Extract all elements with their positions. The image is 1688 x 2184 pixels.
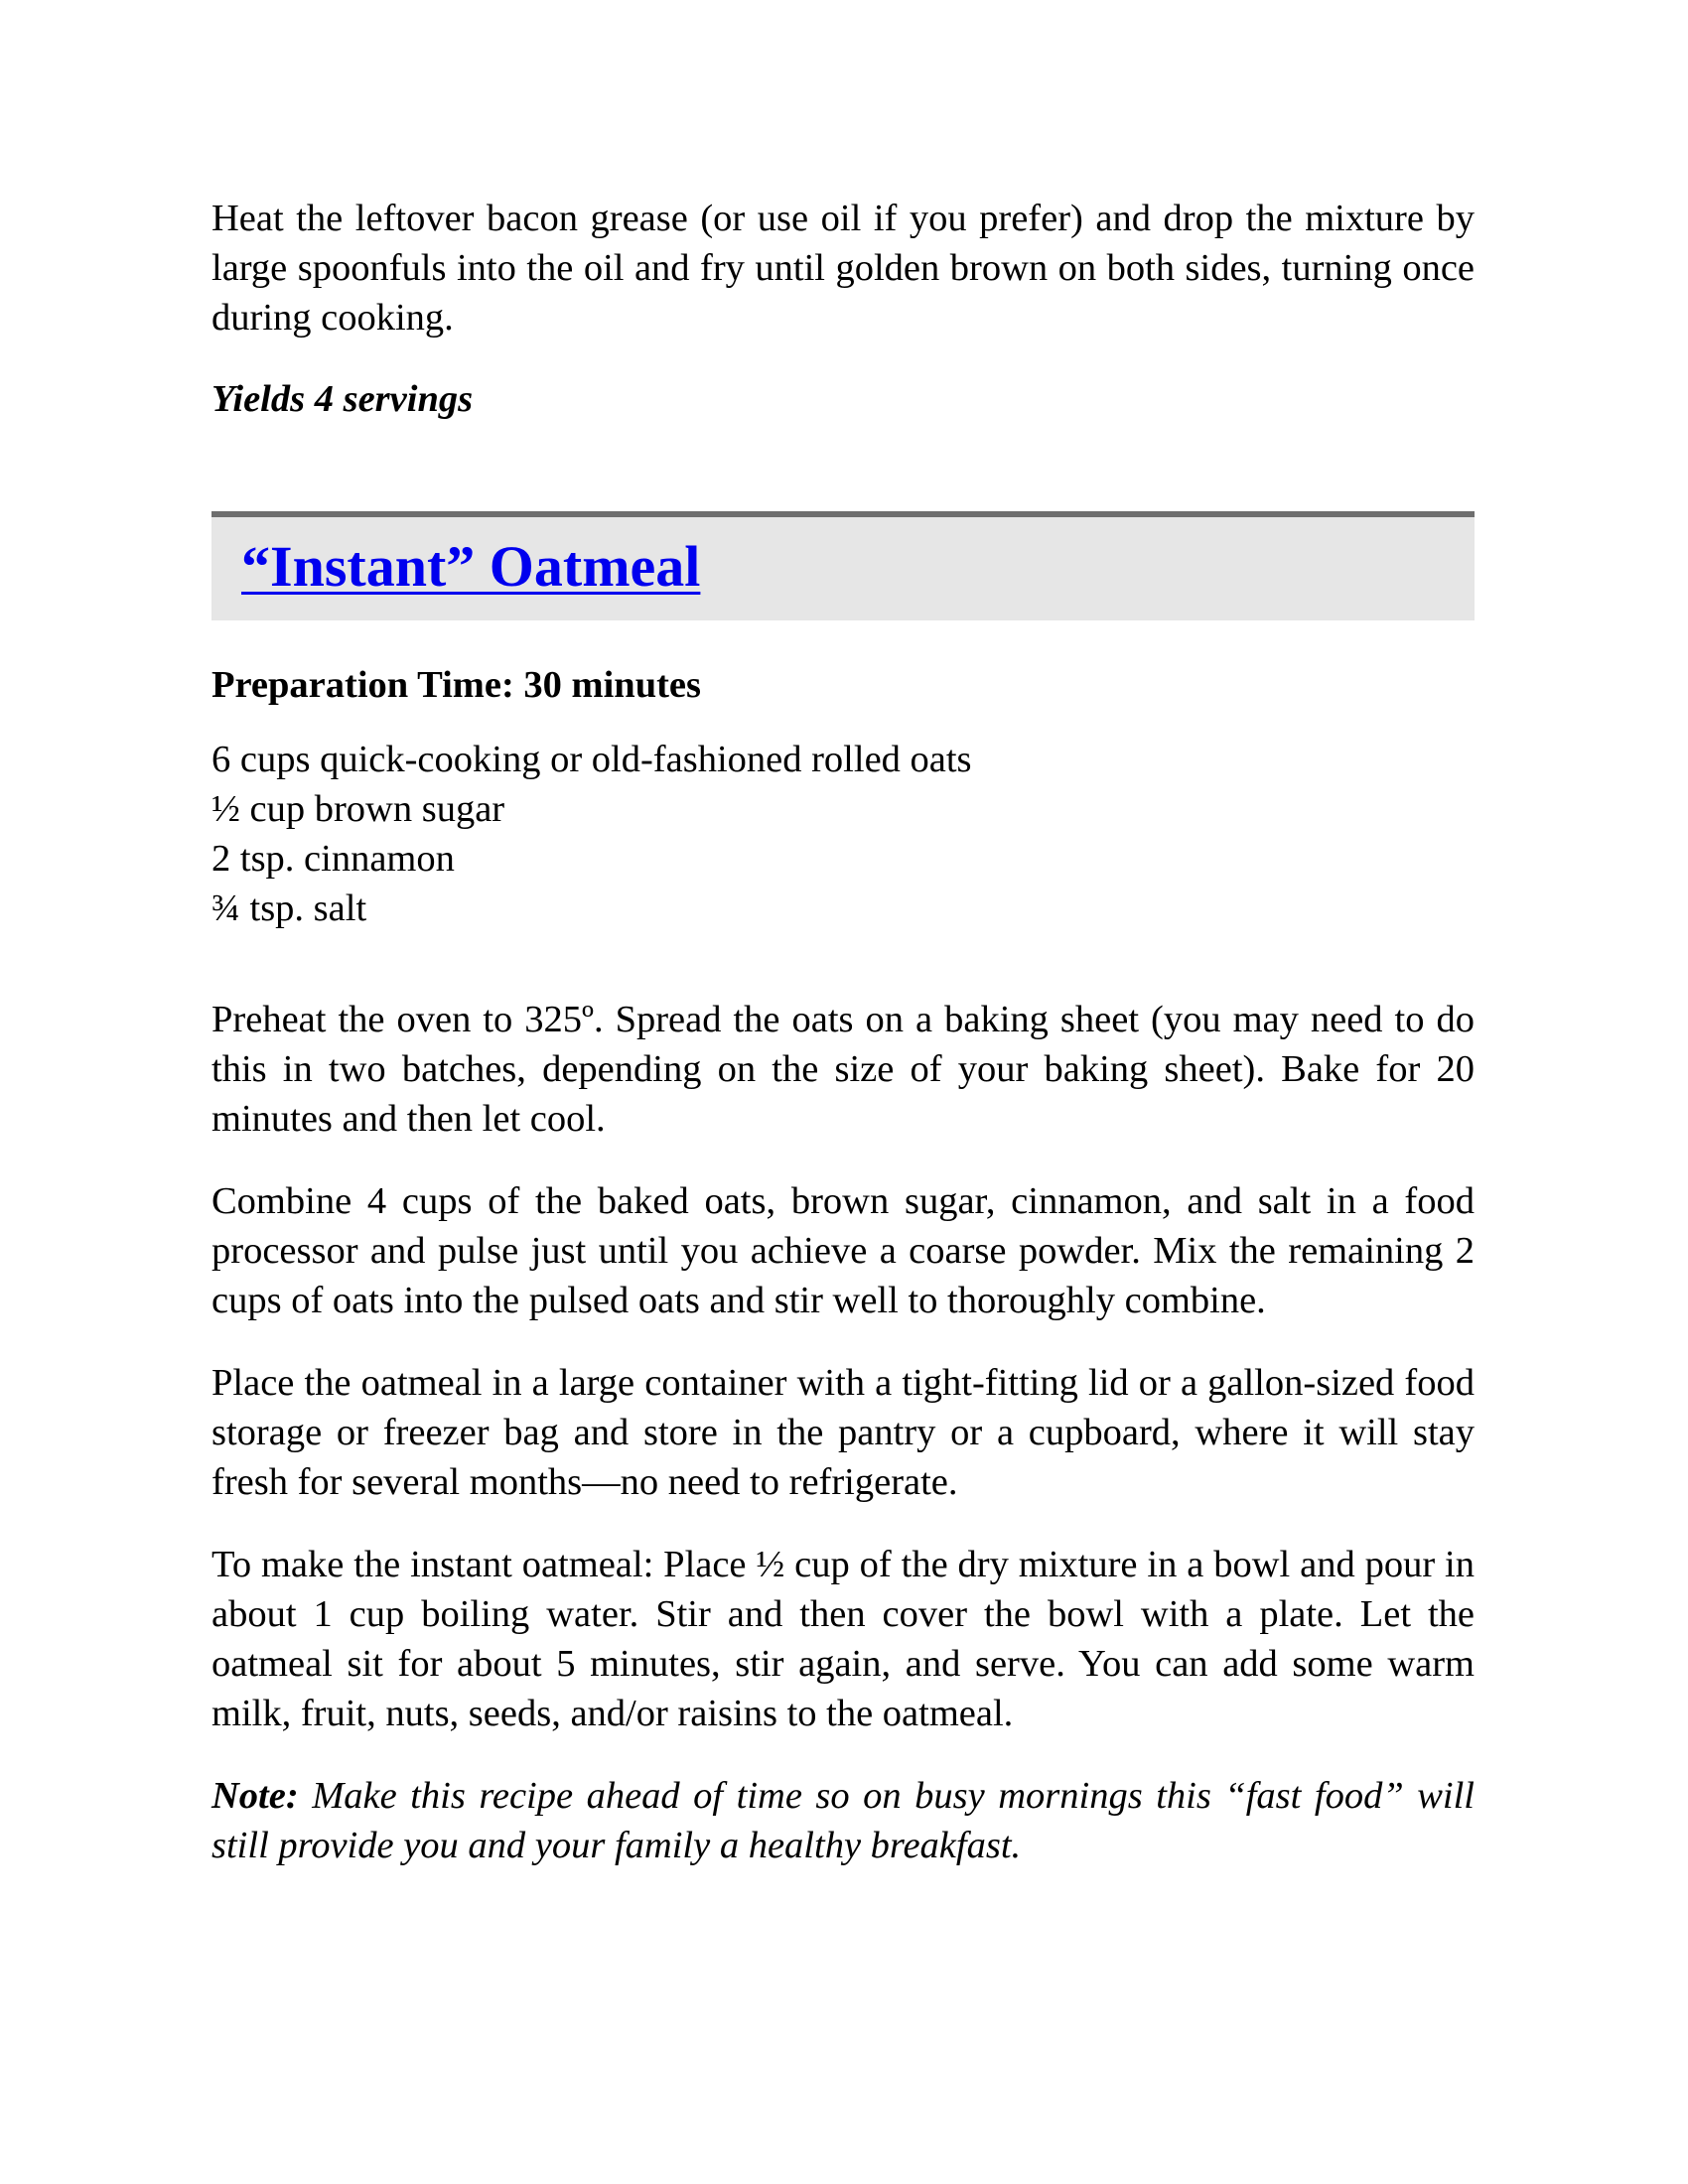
instruction-step: Combine 4 cups of the baked oats, brown sugar, cinnamon, and salt in a food processor and pulse just until you achieve a coarse powder. Mix the remaining 2 cups of oats into the pulsed oats and stir well to thoroughly combine.: [211, 1180, 1475, 1321]
ingredient-item: 2 tsp. cinnamon: [211, 838, 455, 880]
recipe-title-link[interactable]: “Instant” Oatmeal: [241, 534, 701, 599]
note-text: Make this recipe ahead of time so on busy mornings this “fast food” will still provide you and your family a healthy breakfast.: [211, 1775, 1475, 1866]
intro-paragraph: Heat the leftover bacon grease (or use oil if you prefer) and drop the mixture by large spoonfuls into the oil and fry until golden brown on both sides, turning once during cooking.: [211, 198, 1475, 339]
ingredient-list: [211, 735, 1475, 933]
prep-time: Preparation Time: 30 minutes: [211, 664, 701, 706]
ingredient-item: 6 cups quick-cooking or old-fashioned rolled oats: [211, 739, 972, 780]
instruction-step: To make the instant oatmeal: Place ½ cup of the dry mixture in a bowl and pour in about 1 cup boiling water. Stir and then cover the bowl with a plate. Let the oatmeal sit for about 5 minutes, stir again, and serve. You can add some warm milk, fruit, nuts, seeds, and/or raisins to the oatmeal.: [211, 1544, 1475, 1734]
ingredient-item: ¾ tsp. salt: [211, 887, 367, 929]
instruction-step: Place the oatmeal in a large container with a tight-fitting lid or a gallon-sized food storage or freezer bag and store in the pantry or a cupboard, where it will stay fresh for several months—no need to refrigerate.: [211, 1362, 1475, 1503]
recipe-title-box: [211, 511, 1475, 620]
ingredient-item: ½ cup brown sugar: [211, 788, 505, 830]
note-label: Note:: [211, 1775, 299, 1817]
yields-line: Yields 4 servings: [211, 378, 474, 420]
recipe-note: [211, 1771, 1475, 1870]
document-page: [211, 194, 1475, 1870]
instruction-step: Preheat the oven to 325º. Spread the oats on a baking sheet (you may need to do this in two batches, depending on the size of your baking sheet). Bake for 20 minutes and then let cool.: [211, 999, 1475, 1140]
